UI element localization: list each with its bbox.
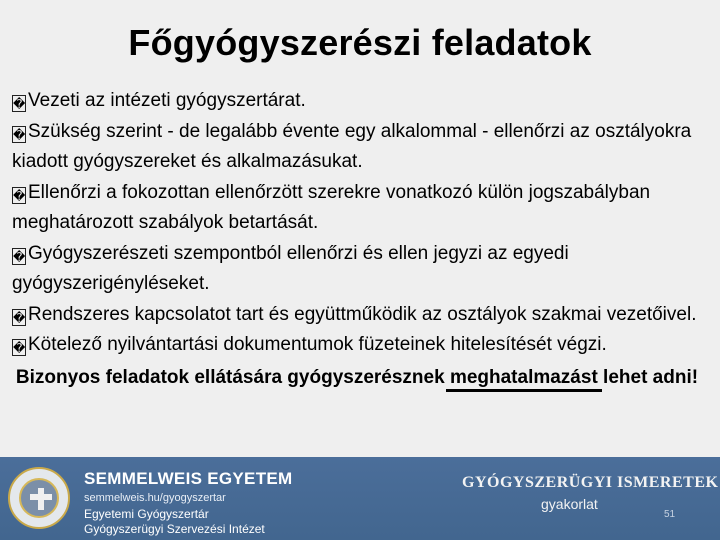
bullet-icon: � xyxy=(13,127,26,142)
list-item-text: Gyógyszerészeti szempontból ellenőrzi és ellen jegyzi az egyedi gyógyszerigényléseket. xyxy=(12,242,569,294)
slide-title: Főgyógyszerészi feladatok xyxy=(128,22,592,63)
list-item xyxy=(12,86,702,117)
list-item-text: Ellenőrzi a fokozottan ellenőrzött szerekre vonatkozó külön jogszabályban meghatározott szabályok betartását. xyxy=(12,181,651,233)
bullet-icon: � xyxy=(13,249,26,264)
slide-body xyxy=(12,86,702,412)
department-line-2: Gyógyszerügyi Szervezési Intézet xyxy=(84,522,265,536)
closing-text-before: Bizonyos feladatok ellátására gyógyszerésznek xyxy=(15,366,450,388)
university-name: SEMMELWEIS EGYETEM xyxy=(84,469,293,488)
page-number: 51 xyxy=(664,509,676,520)
list-item-text: Rendszeres kapcsolatot tart és együttműködik az osztályok szakmai vezetőivel. xyxy=(28,303,697,325)
university-seal-icon xyxy=(8,467,70,529)
bullet-icon: � xyxy=(13,188,26,203)
list-item-text: Kötelező nyilvántartási dokumentumok füzeteinek hitelesítését végzi. xyxy=(28,334,607,355)
bullet-icon: � xyxy=(13,310,26,325)
closing-text-after: lehet adni! xyxy=(597,366,699,388)
closing-underlined-word: meghatalmazást xyxy=(450,363,598,393)
list-item xyxy=(12,239,702,300)
list-item xyxy=(12,330,702,361)
seal-center xyxy=(19,478,59,518)
seal-cross-horizontal xyxy=(30,494,52,500)
list-item-text: Vezeti az intézeti gyógyszertárat. xyxy=(28,90,306,111)
list-item-text: Szükség szerint - de legalább évente egy alkalommal - ellenőrzi az osztályokra kiadott gyógyszereket és alkalmazásukat. xyxy=(12,120,692,172)
bullet-icon: � xyxy=(13,97,26,111)
closing-statement xyxy=(12,363,702,393)
list-item xyxy=(12,117,702,178)
website-link[interactable]: semmelweis.hu/gyogyszertar xyxy=(84,492,226,504)
list-item xyxy=(12,178,702,239)
bullet-icon: � xyxy=(13,341,26,355)
list-item xyxy=(12,300,702,331)
course-title: GYÓGYSZERÜGYI ISMERETEK xyxy=(462,474,719,491)
course-subtitle: gyakorlat xyxy=(541,496,598,512)
footer-banner xyxy=(0,457,720,540)
department-line-1: Egyetemi Gyógyszertár xyxy=(84,507,209,521)
